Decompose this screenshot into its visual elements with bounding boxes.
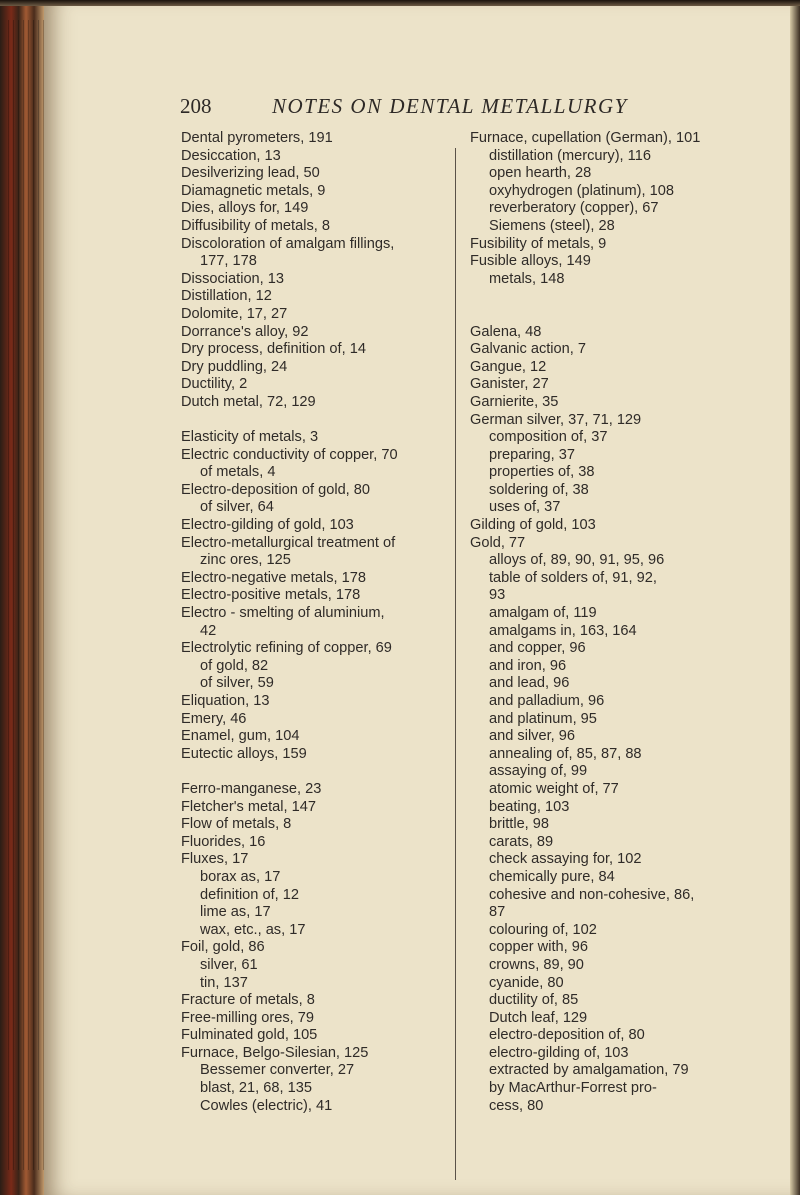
running-title: NOTES ON DENTAL METALLURGY — [272, 94, 628, 118]
index-entry: Gangue, 12 — [470, 358, 547, 375]
index-subentry: and iron, 96 — [489, 657, 567, 674]
index-entry: Emery, 46 — [181, 710, 247, 727]
index-entry: Fluxes, 17 — [181, 851, 249, 868]
index-subentry: and lead, 96 — [489, 675, 570, 692]
index-subentry: colouring of, 102 — [489, 921, 597, 938]
index-entry: Fulminated gold, 105 — [181, 1027, 318, 1044]
index-entry: Galvanic action, 7 — [470, 341, 587, 358]
index-column-left — [181, 130, 451, 1115]
index-subentry: amalgams in, 163, 164 — [489, 622, 637, 639]
index-subentry: beating, 103 — [489, 798, 570, 815]
index-entry: Electro-positive metals, 178 — [181, 587, 361, 604]
index-entry: Gilding of gold, 103 — [470, 517, 596, 534]
index-entry: Electro - smelting of aluminium, — [181, 605, 385, 622]
index-entry: Furnace, Belgo-Silesian, 125 — [181, 1044, 369, 1061]
index-subentry: cess, 80 — [489, 1097, 544, 1114]
index-subentry: of silver, 59 — [200, 675, 274, 692]
index-subentry: borax as, 17 — [200, 868, 281, 885]
index-entry: Electrolytic refining of copper, 69 — [181, 640, 392, 657]
index-subentry: soldering of, 38 — [489, 481, 589, 498]
index-entry: Galena, 48 — [470, 323, 542, 340]
index-subentry: Cowles (electric), 41 — [200, 1097, 333, 1114]
index-subentry: table of solders of, 91, 92, — [489, 569, 657, 586]
index-subentry: 93 — [489, 587, 506, 604]
index-entry: Fusibility of metals, 9 — [470, 235, 607, 252]
index-entry: Distillation, 12 — [181, 288, 272, 305]
page-header — [180, 94, 740, 119]
index-subentry: 42 — [200, 622, 217, 639]
index-subentry: silver, 61 — [200, 956, 258, 973]
index-subentry: 87 — [489, 904, 506, 921]
section-gap — [181, 412, 451, 430]
index-entry: Free-milling ores, 79 — [181, 1009, 315, 1026]
index-subentry: and palladium, 96 — [489, 693, 605, 709]
index-entry: Furnace, cupellation (German), 101 — [470, 130, 701, 146]
page-number: 208 — [180, 94, 212, 118]
index-subentry: Bessemer converter, 27 — [200, 1062, 355, 1079]
index-entry: Enamel, gum, 104 — [181, 728, 300, 745]
index-entry: Dolomite, 17, 27 — [181, 305, 288, 322]
index-subentry: and copper, 96 — [489, 640, 586, 657]
index-entry: Dental pyrometers, 191 — [181, 130, 333, 146]
index-entry: Dry puddling, 24 — [181, 358, 288, 375]
index-entry: German silver, 37, 71, 129 — [470, 411, 642, 428]
index-subentry: electro-gilding of, 103 — [489, 1044, 629, 1061]
index-subentry: copper with, 96 — [489, 939, 588, 956]
index-subentry: check assaying for, 102 — [489, 851, 642, 868]
top-edge — [0, 0, 800, 6]
index-subentry: open hearth, 28 — [489, 165, 592, 182]
index-entry: Electric conductivity of copper, 70 — [181, 446, 398, 463]
index-subentry: chemically pure, 84 — [489, 868, 615, 885]
index-subentry: of metals, 4 — [200, 464, 276, 481]
index-subentry: preparing, 37 — [489, 446, 576, 463]
index-entry: Eutectic alloys, 159 — [181, 745, 307, 762]
index-entry: Desilverizing lead, 50 — [181, 165, 320, 182]
index-entry: Ferro-manganese, 23 — [181, 780, 322, 797]
index-entry: Fusible alloys, 149 — [470, 253, 591, 270]
index-entry: Elasticity of metals, 3 — [181, 429, 319, 446]
index-entry: Ganister, 27 — [470, 376, 549, 393]
index-subentry: brittle, 98 — [489, 816, 550, 833]
index-subentry: zinc ores, 125 — [200, 552, 291, 569]
index-subentry: blast, 21, 68, 135 — [200, 1080, 312, 1097]
index-subentry: extracted by amalgamation, 79 — [489, 1062, 689, 1079]
index-subentry: oxyhydrogen (platinum), 108 — [489, 182, 674, 199]
index-subentry: metals, 148 — [489, 270, 565, 287]
index-subentry: alloys of, 89, 90, 91, 95, 96 — [489, 552, 665, 569]
index-entry: Foil, gold, 86 — [181, 939, 265, 956]
index-subentry: tin, 137 — [200, 974, 248, 991]
index-entry: Garnierite, 35 — [470, 393, 559, 410]
index-entry: Flow of metals, 8 — [181, 816, 292, 833]
binding-stitching — [8, 20, 48, 1170]
column-divider — [455, 148, 456, 1180]
index-subentry: composition of, 37 — [489, 429, 608, 446]
index-subentry: 177, 178 — [200, 253, 257, 270]
index-subentry: reverberatory (copper), 67 — [489, 200, 659, 217]
index-subentry: wax, etc., as, 17 — [200, 921, 306, 938]
index-entry: Dies, alloys for, 149 — [181, 200, 309, 217]
section-gap — [181, 763, 451, 781]
index-subentry: cyanide, 80 — [489, 974, 564, 991]
index-subentry: annealing of, 85, 87, 88 — [489, 745, 642, 762]
index-subentry: electro-deposition of, 80 — [489, 1027, 645, 1044]
index-entry: Gold, 77 — [470, 534, 526, 551]
index-entry: Eliquation, 13 — [181, 693, 270, 709]
index-entry: Diffusibility of metals, 8 — [181, 217, 330, 234]
index-subentry: uses of, 37 — [489, 499, 561, 516]
index-entry: Diamagnetic metals, 9 — [181, 182, 326, 199]
index-entry: Electro-deposition of gold, 80 — [181, 481, 371, 498]
index-subentry: distillation (mercury), 116 — [489, 147, 651, 164]
index-entry: Dissociation, 13 — [181, 270, 285, 287]
index-subentry: definition of, 12 — [200, 886, 299, 903]
index-subentry: lime as, 17 — [200, 904, 271, 921]
index-entry: Electro-negative metals, 178 — [181, 569, 366, 586]
index-entry: Fluorides, 16 — [181, 833, 266, 850]
index-subentry: by MacArthur-Forrest pro- — [489, 1080, 657, 1097]
index-subentry: amalgam of, 119 — [489, 605, 597, 622]
index-subentry: of gold, 82 — [200, 657, 269, 674]
index-subentry: atomic weight of, 77 — [489, 780, 619, 797]
index-subentry: of silver, 64 — [200, 499, 274, 516]
index-entry: Desiccation, 13 — [181, 147, 281, 164]
index-entry: Electro-gilding of gold, 103 — [181, 517, 354, 534]
index-subentry: and silver, 96 — [489, 728, 575, 745]
index-entry: Ductility, 2 — [181, 376, 248, 393]
page-edge — [790, 0, 800, 1195]
index-subentry: carats, 89 — [489, 833, 554, 850]
index-subentry: and platinum, 95 — [489, 710, 597, 727]
index-subentry: cohesive and non-cohesive, 86, — [489, 886, 695, 903]
index-entry: Dorrance's alloy, 92 — [181, 323, 309, 340]
index-entry: Fracture of metals, 8 — [181, 992, 315, 1009]
index-subentry: crowns, 89, 90 — [489, 956, 584, 973]
section-gap — [470, 306, 775, 324]
section-gap — [470, 288, 775, 306]
index-entry: Electro-metallurgical treatment of — [181, 534, 396, 551]
index-subentry: Siemens (steel), 28 — [489, 217, 615, 234]
index-column-right — [470, 130, 775, 1115]
index-subentry: Dutch leaf, 129 — [489, 1009, 588, 1026]
index-subentry: properties of, 38 — [489, 464, 595, 481]
index-subentry: ductility of, 85 — [489, 992, 579, 1009]
index-entry: Dry process, definition of, 14 — [181, 341, 366, 358]
index-subentry: assaying of, 99 — [489, 763, 588, 780]
index-entry: Fletcher's metal, 147 — [181, 798, 316, 815]
index-entry: Discoloration of amalgam fillings, — [181, 235, 395, 252]
index-entry: Dutch metal, 72, 129 — [181, 393, 316, 410]
